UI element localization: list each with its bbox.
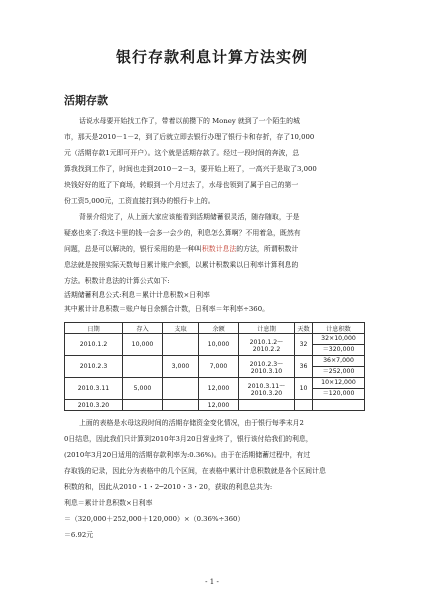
paragraph-line: 算我找到工作了，时间也走到2010－2－3，要开始上班了，一高兴于是取了3,000 xyxy=(64,165,317,173)
days-cell: 10 xyxy=(295,378,313,400)
deposit-cell xyxy=(123,356,163,378)
paragraph-line: 话说水母要开始找工作了，带着以前攒下的 Money 就到了一个陌生的城 xyxy=(79,117,300,125)
column-header: 支取 xyxy=(163,323,199,334)
period-end: 2010.3.20 xyxy=(250,389,283,397)
accum-formula: 10×12,000 xyxy=(321,379,356,386)
paragraph-line: 块钱好好的逛了下商场，转眼到一个月过去了，水母也领到了属于自己的第一 xyxy=(64,181,299,189)
column-header: 计息期 xyxy=(239,323,295,334)
formula-line: 利息＝累计计息积数×日利率 xyxy=(64,499,153,507)
formula-line: 活期储蓄利息公式:利息＝累计计息积数×日利率 xyxy=(64,291,210,299)
paragraph-line: (2010年3月20日适用的活期存款利率为:0.36%)。由于在活期储蓄过程中，有过 xyxy=(64,451,311,459)
paragraph-text: 问题，总是可以解决的，银行采用的是一种叫 xyxy=(64,245,202,253)
period-start: 2010.2.3～ xyxy=(249,360,284,368)
table-header-row xyxy=(65,323,365,334)
formula-result: ＝6.92元 xyxy=(64,531,94,539)
page-number: - 1 - xyxy=(205,578,219,586)
period-cell xyxy=(239,334,295,356)
section-heading: 活期存款 xyxy=(64,94,108,107)
withdraw-cell xyxy=(163,378,199,400)
paragraph-line: 市，那天是2010－1－2，到了后就立即去银行办理了银行卡和存折，存了10,000 xyxy=(64,133,315,141)
accum-result: ＝320,000 xyxy=(313,344,364,355)
deposit-cell xyxy=(123,400,163,411)
period-start: 2010.3.11～ xyxy=(247,382,286,390)
paragraph-line: 积数的和，因此从2010・1・2─2010・3・20，获取的利息总共为: xyxy=(64,483,273,491)
withdraw-cell: 3,000 xyxy=(163,356,199,378)
period-cell xyxy=(239,378,295,400)
date-cell: 2010.3.11 xyxy=(65,378,123,400)
paragraph-line: 息法就是按照实际天数每日累计账户余额，以累计积数乘以日利率计算利息的 xyxy=(64,261,299,269)
deposit-cell: 5,000 xyxy=(123,378,163,400)
paragraph-text: 的方法，所谓积数计 xyxy=(236,245,299,253)
accum-formula: 36×7,000 xyxy=(323,357,354,364)
column-header: 存入 xyxy=(123,323,163,334)
date-cell: 2010.1.2 xyxy=(65,334,123,356)
period-end: 2010.3.10 xyxy=(250,367,283,375)
table-row xyxy=(65,400,365,411)
days-cell xyxy=(295,400,313,411)
period-cell xyxy=(239,400,295,411)
column-header: 余额 xyxy=(199,323,239,334)
deposit-cell: 10,000 xyxy=(123,334,163,356)
accum-cell xyxy=(313,378,365,400)
paragraph-line: 背景介绍完了，从上面大家应该能看到活期储蓄很灵活，随存随取，于是 xyxy=(79,213,300,221)
formula-line: ＝（320,000＋252,000＋120,000）×（0.36%÷360） xyxy=(64,515,245,523)
column-header: 日期 xyxy=(65,323,123,334)
accum-formula: 32×10,000 xyxy=(321,335,356,342)
paragraph-line: 疑惑也来了:我这卡里的钱一会多一会少的，利息怎么算啊？不用着急，既然有 xyxy=(64,229,301,237)
balance-cell: 12,000 xyxy=(199,378,239,400)
paragraph-line: 存取钱的记录，因此分为表格中的几个区间，在表格中累计计息积数就是各个区间计息 xyxy=(64,467,326,475)
table-row xyxy=(65,378,365,400)
accum-result: ＝252,000 xyxy=(313,366,364,377)
accum-cell xyxy=(313,356,365,378)
highlighted-term: 积数计息法 xyxy=(201,245,237,253)
days-cell: 36 xyxy=(295,356,313,378)
table-row xyxy=(65,356,365,378)
paragraph-line xyxy=(64,246,298,253)
page-title: 银行存款利息计算方法实例 xyxy=(115,48,308,66)
period-cell xyxy=(239,356,295,378)
paragraph-line: 方法。积数计息法的计算公式如下: xyxy=(64,277,170,285)
column-header: 天数 xyxy=(295,323,313,334)
balance-cell: 10,000 xyxy=(199,334,239,356)
date-cell: 2010.2.3 xyxy=(65,356,123,378)
interest-table xyxy=(64,322,365,411)
days-cell: 32 xyxy=(295,334,313,356)
paragraph-line: 份工资5,000元，工资直接打到办的银行卡上的。 xyxy=(64,197,215,205)
period-end: 2010.2.2 xyxy=(252,345,281,353)
paragraph-line: 元（活期存款1元即可开户）。这个就是活期存款了。经过一段时间的奔波，总 xyxy=(64,149,300,157)
balance-cell: 12,000 xyxy=(199,400,239,411)
date-cell: 2010.3.20 xyxy=(65,400,123,411)
table-row xyxy=(65,334,365,356)
accum-cell xyxy=(313,334,365,356)
balance-cell: 7,000 xyxy=(199,356,239,378)
column-header: 计息积数 xyxy=(313,323,365,334)
paragraph-line: 0日结息，因此我们只计算到2010年3月20日营业终了，银行该付给我们的利息， xyxy=(64,435,313,443)
period-start: 2010.1.2～ xyxy=(249,338,284,346)
accum-result: ＝120,000 xyxy=(313,388,364,399)
withdraw-cell xyxy=(163,400,199,411)
withdraw-cell xyxy=(163,334,199,356)
accum-cell xyxy=(313,400,365,411)
paragraph-line: 上面的表格是水母这段时间的活期存储资金变化情况，由于银行每季末月2 xyxy=(79,419,304,427)
formula-line: 其中累计计息积数＝账户每日余额合计数，日利率＝年利率÷360。 xyxy=(64,305,269,313)
